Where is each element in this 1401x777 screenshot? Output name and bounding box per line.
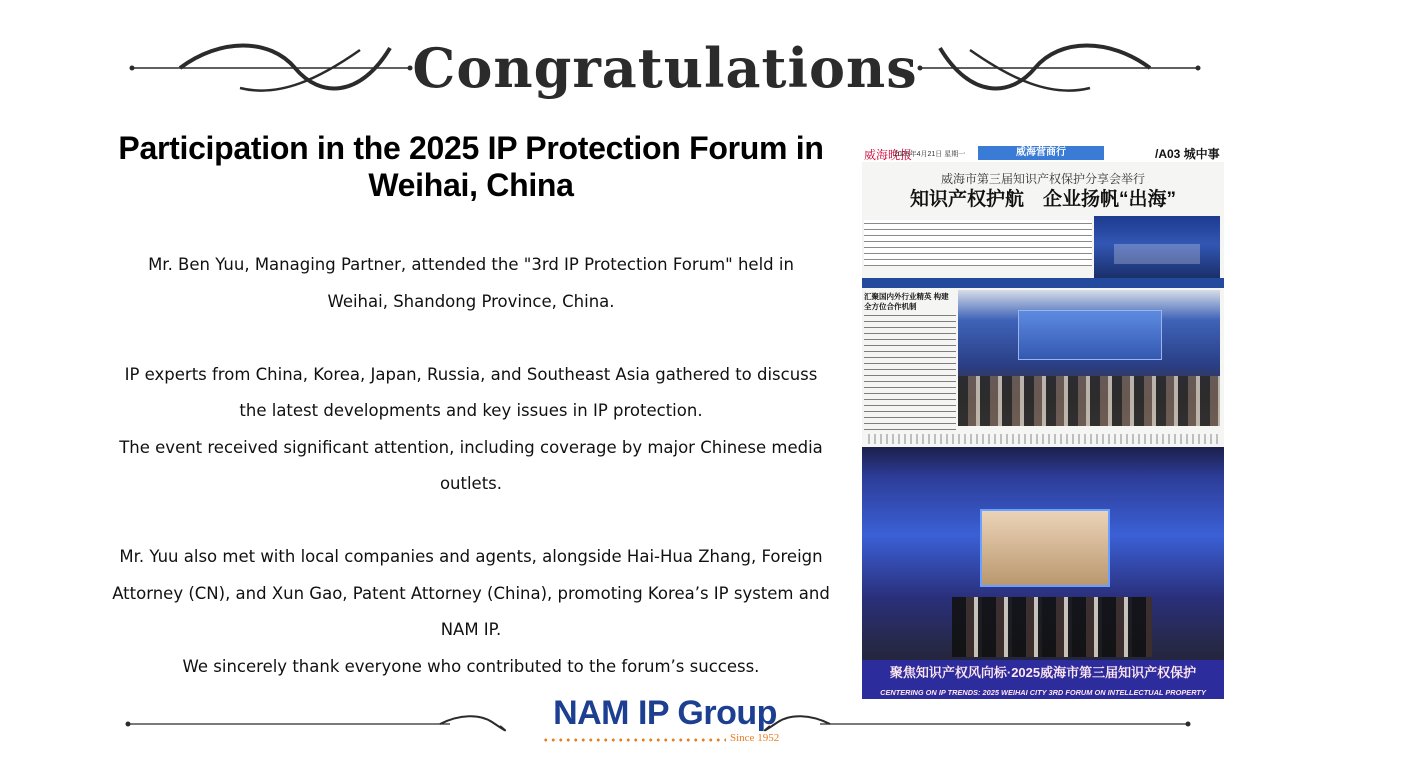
event-title-line-2: Weihai, China	[368, 167, 574, 203]
paragraph-experts: IP experts from China, Korea, Japan, Russia, and Southeast Asia gathered to discuss the latest developments and key issues in IP protection.	[124, 364, 818, 420]
clipping-strip	[862, 278, 1224, 288]
paragraph-meetings: Mr. Yuu also met with local companies and agents, alongside Hai-Hua Zhang, Foreign Attorney (CN), and Xun Gao, Patent Attorney (China), promoting Korea’s IP system and NAM IP.	[112, 547, 830, 639]
clipping-date: 2025年4月21日 星期一	[894, 151, 966, 158]
footer	[120, 692, 1210, 752]
forum-banner-chinese: 聚焦知识产权风向标·2025威海市第三届知识产权保护	[862, 660, 1224, 686]
clipping-photo-audience	[958, 290, 1220, 426]
header-banner	[120, 28, 1210, 108]
clipping-subheadline: 威海市第三届知识产权保护分享会举行	[940, 172, 1145, 186]
newspaper-clipping	[862, 144, 1224, 699]
forum-banner-english: CENTERING ON IP TRENDS: 2025 WEIHAI CITY 3RD FORUM ON INTELLECTUAL PROPERTY	[862, 686, 1224, 699]
clipping-section-band: 威海营商行	[978, 146, 1104, 160]
clipping-article-text	[864, 220, 1092, 266]
announcement-content	[110, 130, 832, 685]
clipping-caption	[864, 434, 1222, 444]
clipping-photo-stage	[1094, 216, 1220, 278]
clipping-headline: 知识产权护航 企业扬帆“出海”	[909, 189, 1176, 210]
congratulations-title: Congratulations	[412, 36, 918, 100]
nam-ip-group-logo: NAM IP Group	[553, 694, 777, 732]
announcement-body	[110, 247, 832, 685]
event-title-line-1: Participation in the 2025 IP Protection Forum in	[118, 130, 824, 166]
event-title	[110, 130, 832, 204]
clipping-page-label: /A03 城中事	[1155, 147, 1220, 161]
logo-dotted-line	[542, 737, 726, 743]
logo-since: Since 1952	[730, 732, 780, 744]
clipping-column-text	[864, 312, 956, 432]
paragraph-media: The event received significant attention, including coverage by major Chinese media outlets.	[119, 437, 823, 493]
clipping-header	[862, 144, 1224, 162]
paragraph-attendance: Mr. Ben Yuu, Managing Partner, attended the "3rd IP Protection Forum" held in Weihai, Shandong Province, China.	[148, 255, 794, 311]
clipping-masthead: 威海晚报	[864, 148, 913, 162]
forum-panel-photo	[862, 447, 1224, 699]
paragraph-thanks: We sincerely thank everyone who contributed to the forum’s success.	[182, 656, 760, 676]
clipping-column-heading: 汇聚国内外行业精英 构建全方位合作机制	[864, 292, 949, 311]
